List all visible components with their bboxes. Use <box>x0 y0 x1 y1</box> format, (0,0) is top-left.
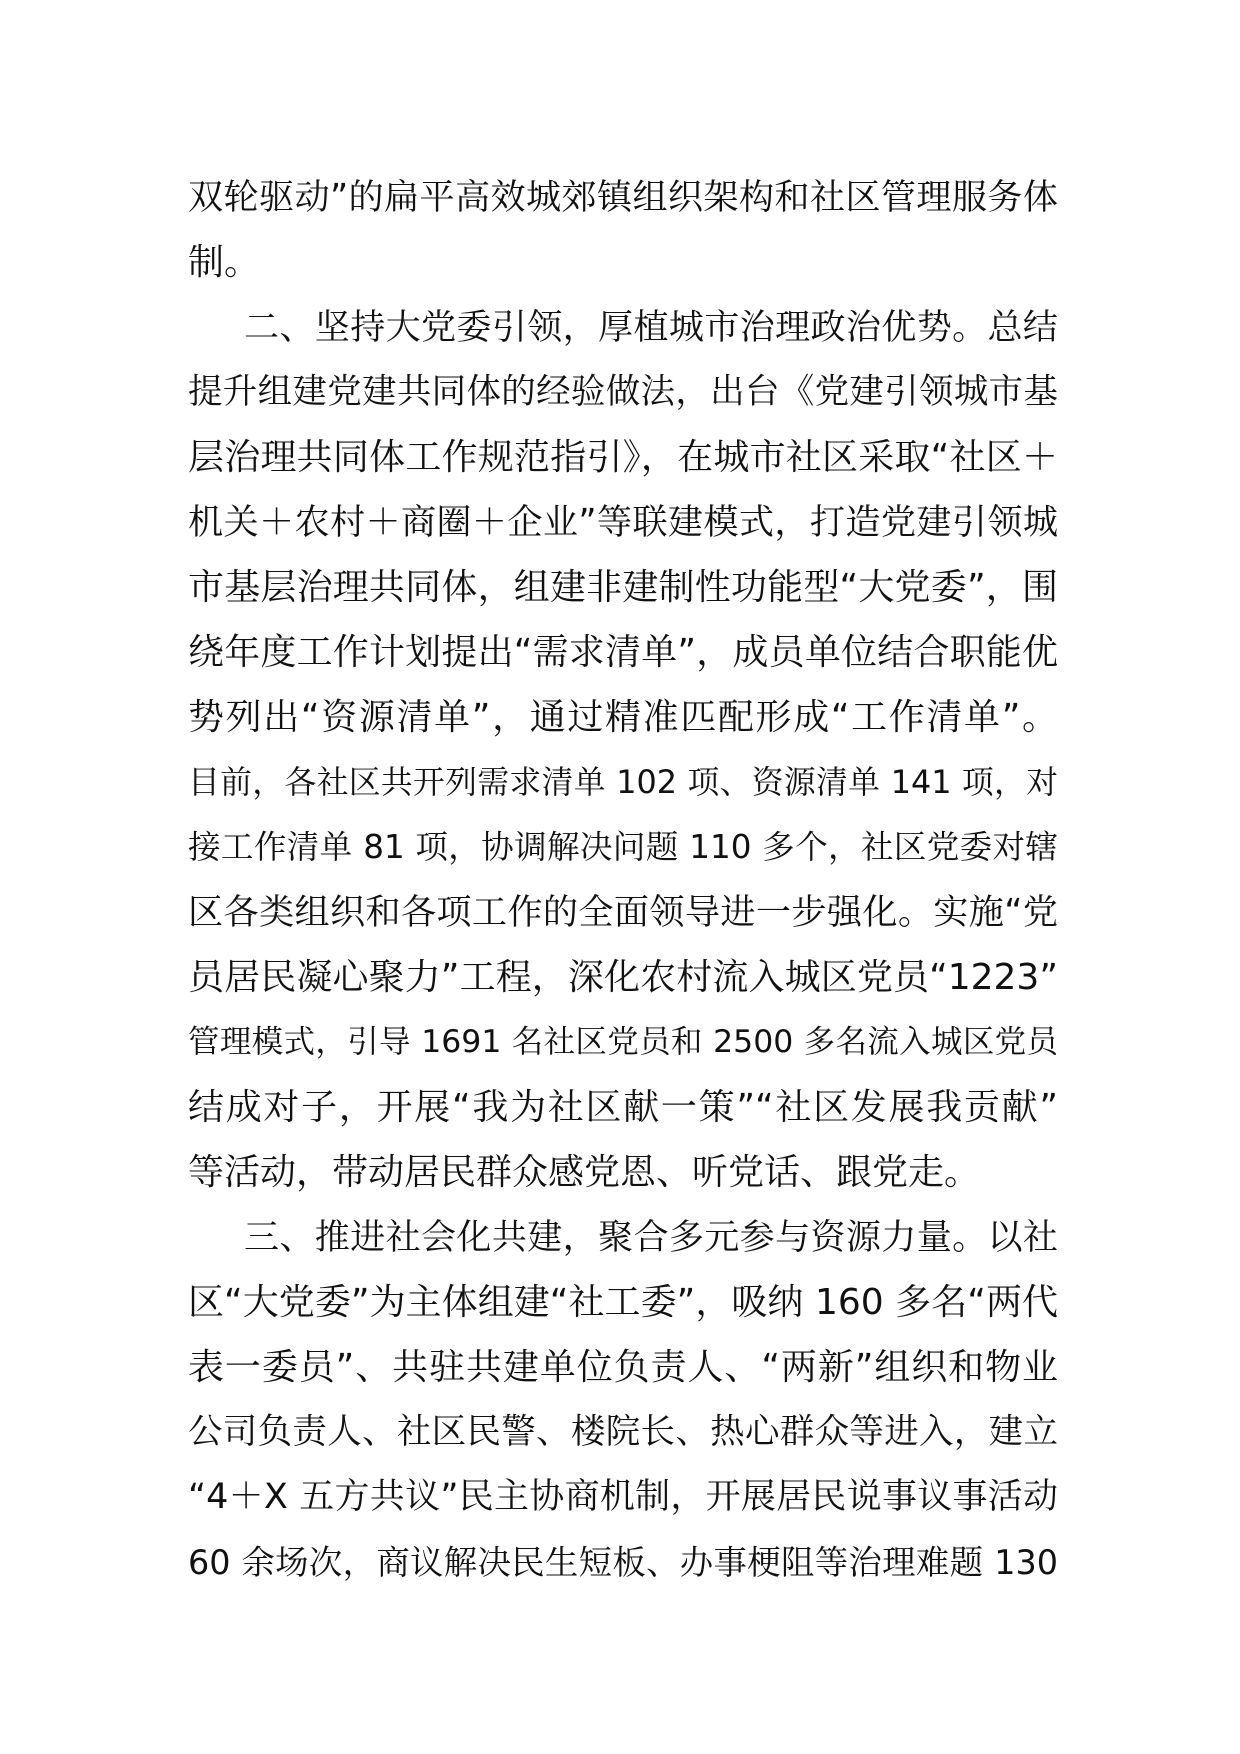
section-heading-line: 三、推进社会化共建，聚合多元参与资源力量。以社 <box>244 1217 1058 1258</box>
body-text <box>188 165 1058 1595</box>
text-line: 等活动，带动居民群众感党恩、听党话、跟党走。 <box>188 1152 981 1193</box>
text-line: 制。 <box>188 242 261 283</box>
text-line: 员居民凝心聚力”工程，深化农村流入城区党员“1223” <box>188 957 1058 998</box>
text-line: 表一委员”、共驻共建单位负责人、“两新”组织和物业 <box>188 1347 1058 1388</box>
text-line: 区“大党委”为主体组建“社工委”，吸纳 160 多名“两代 <box>188 1282 1058 1323</box>
text-line: “4＋X 五方共议”民主协商机制，开展居民说事议事活动 <box>188 1477 1058 1517</box>
text-line: 公司负责人、社区民警、楼院长、热心群众等进入，建立 <box>188 1412 1058 1452</box>
text-line: 层治理共同体工作规范指引》，在城市社区采取“社区＋ <box>188 437 1058 478</box>
text-line: 区各类组织和各项工作的全面领导进一步强化。实施“党 <box>188 892 1058 933</box>
section-heading-line: 二、坚持大党委引领，厚植城市治理政治优势。总结 <box>244 307 1058 348</box>
text-line: 60 余场次，商议解决民生短板、办事梗阻等治理难题 130 <box>188 1543 1058 1582</box>
text-line: 市基层治理共同体，组建非建制性功能型“大党委”，围 <box>188 567 1058 608</box>
text-line: 接工作清单 81 项，协调解决问题 110 多个，社区党委对辖 <box>188 828 1058 866</box>
text-line: 结成对子，开展“我为社区献一策”“社区发展我贡献” <box>188 1087 1058 1128</box>
text-line: 双轮驱动”的扁平高效城郊镇组织架构和社区管理服务体 <box>188 177 1058 218</box>
text-line: 目前，各社区共开列需求清单 102 项、资源清单 141 项，对 <box>188 763 1058 801</box>
text-line: 势列出“资源清单”，通过精准匹配形成“工作清单”。 <box>188 697 1058 738</box>
text-line: 提升组建党建共同体的经验做法，出台《党建引领城市基 <box>188 372 1058 412</box>
text-line: 机关＋农村＋商圈＋企业”等联建模式，打造党建引领城 <box>188 502 1058 543</box>
text-line: 管理模式，引导 1691 名社区党员和 2500 多名流入城区党员 <box>188 1024 1058 1060</box>
text-line: 绕年度工作计划提出“需求清单”，成员单位结合职能优 <box>188 632 1058 673</box>
